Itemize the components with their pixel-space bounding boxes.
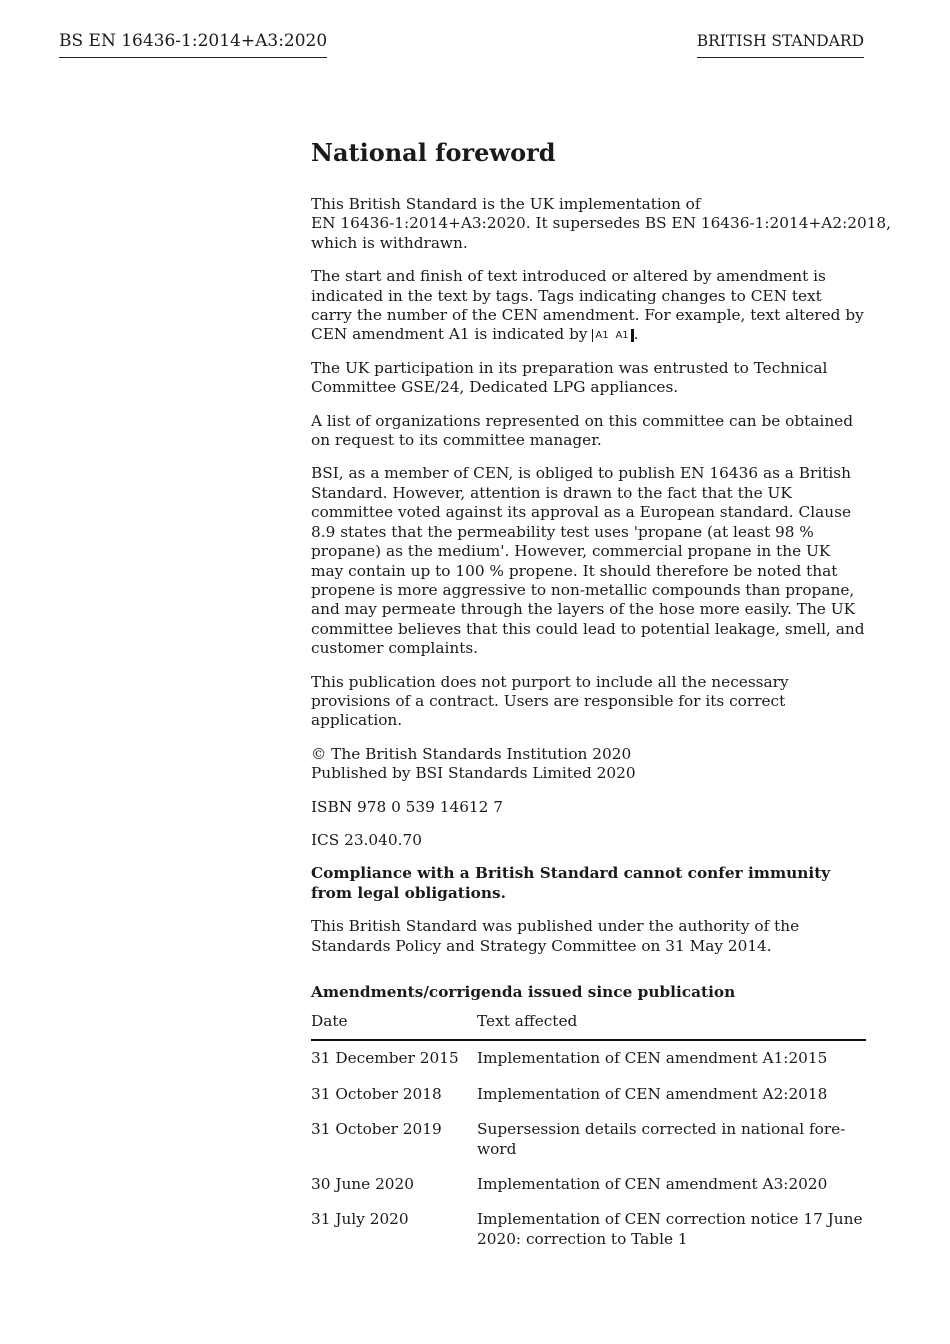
table-row: [311, 1040, 866, 1076]
supersession-line-2: EN 16436-1:2014+A3:2020. It supersedes BS EN 16436-1:2014+A2:2018,: [311, 214, 892, 233]
isbn: ISBN 978 0 539 14612 7: [311, 797, 503, 816]
main-content: [311, 137, 892, 1257]
page-title: National foreword: [311, 138, 556, 167]
amendment-date: 31 October 2019: [311, 1120, 442, 1139]
contract-provisions-paragraph: This publication does not purport to include all the necessary provisions of a contract. Users are responsible for its correct application.: [311, 672, 789, 730]
authority-statement: This British Standard was published under the authority of the Standards Policy and Strategy Committee on 31 May 2014.: [311, 917, 800, 955]
amendment-date: 31 December 2015: [311, 1049, 459, 1068]
ics-code: ICS 23.040.70: [311, 830, 422, 849]
column-header-text-affected: Text affected: [477, 1010, 866, 1040]
amendment-tags-paragraph: [311, 267, 866, 345]
amendment-close-tag-icon: A1: [614, 329, 633, 342]
table-row: [311, 1202, 866, 1257]
amendment-text: Implementation of CEN amendment A3:2020: [477, 1175, 828, 1194]
header-document-number: BS EN 16436-1:2014+A3:2020: [59, 30, 327, 58]
amendment-text: Implementation of CEN amendment A2:2018: [477, 1084, 828, 1103]
amendment-date: 31 October 2018: [311, 1084, 442, 1103]
committee-paragraph: The UK participation in its preparation was entrusted to Technical Committee GSE/24, Dedicated LPG appliances.: [311, 358, 828, 397]
supersession-line-3: which is withdrawn.: [311, 233, 468, 252]
amendment-text: Supersession details corrected in national fore-word: [477, 1120, 846, 1158]
amendments-heading: Amendments/corrigenda issued since publication: [311, 983, 736, 1001]
committee-list-paragraph: A list of organizations represented on this committee can be obtained on request to its committee manager.: [311, 411, 854, 450]
amendment-text: Implementation of CEN amendment A1:2015: [477, 1049, 828, 1068]
header-publisher: BRITISH STANDARD: [697, 30, 864, 58]
amendment-tags-text: The start and finish of text introduced or altered by amendment is indicated in the text by tags. Tags indicating changes to CEN text carry the number of the CEN amendment. For example, text altered by CEN amendment A1 is indicated by: [311, 267, 864, 344]
amendments-header-row: [311, 1010, 866, 1040]
amendment-date: 31 July 2020: [311, 1210, 409, 1229]
amendment-tags-end: .: [633, 325, 639, 344]
amendment-date: 30 June 2020: [311, 1175, 415, 1194]
bsi-obligation-paragraph: BSI, as a member of CEN, is obliged to publish EN 16436 as a British Standard. However, attention is drawn to the fact that the UK committee voted against its approval as a European standard. Clause 8.9 states that the permeability test uses 'propane (at least 98 % propane) as the medium'. However, commercial propane in the UK may contain up to 100 % propene. It should therefore be noted that propene is more aggressive to non-metallic compounds than propane, and may permeate through the layers of the hose more easily. The UK committee believes that this could lead to potential leakage, smell, and customer complaints.: [311, 464, 865, 658]
compliance-notice: Compliance with a British Standard cannot confer immunity from legal obligations.: [311, 864, 831, 902]
copyright-block: [311, 745, 866, 784]
table-row: [311, 1077, 866, 1112]
table-row: [311, 1167, 866, 1202]
amendment-text: Implementation of CEN correction notice 17 June 2020: correction to Table 1: [477, 1210, 863, 1248]
column-header-date: Date: [311, 1010, 477, 1040]
copyright-line: © The British Standards Institution 2020: [311, 744, 632, 763]
supersession-paragraph: [311, 195, 892, 253]
amendment-open-tag-icon: A1: [592, 329, 609, 342]
publisher-line: Published by BSI Standards Limited 2020: [311, 764, 636, 783]
table-row: [311, 1112, 866, 1167]
supersession-line-1: This British Standard is the UK implementation of: [311, 195, 701, 213]
amendments-table: [311, 1010, 866, 1257]
